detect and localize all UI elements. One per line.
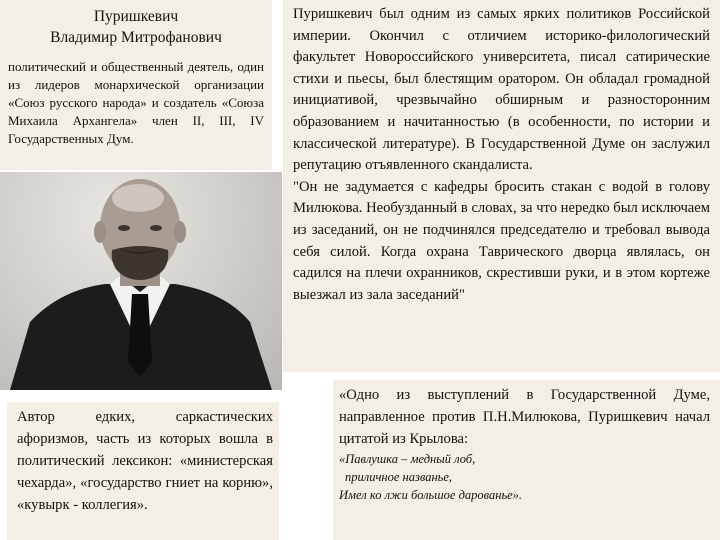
poem-line-3: Имел ко лжи большое дарованье». — [339, 488, 523, 502]
portrait-photo — [0, 172, 282, 390]
portrait-illustration — [0, 172, 282, 390]
contemporary-quote: "Он не задумается с кафедры бросить стакан с водой в голову Милюкова. Необузданный в словах, за что нередко был исключаем из заседаний, он не подчинялся председателю и требовал вывода себя силой. Когда охрана Таврического дворца являлась, он садился на плечи охранников, скрестивши руки, и в этом кортеже выезжал из зала заседаний" — [293, 178, 710, 303]
speech-intro: «Одно из выступлений в Государственной Думе, направленное против П.Н.Милюкова, Пуришкевич начал цитатой из Крылова: — [339, 387, 710, 447]
poem-line-2: приличное названье, — [345, 470, 453, 484]
person-name — [8, 6, 264, 48]
aphorisms-panel — [7, 402, 279, 540]
bio-description: политический и общественный деятель, один из лидеров монархической организации «Союз русского народа» и создатель «Союза Михаила Архангела» член II, III, IV Государственных Дум. — [8, 59, 264, 146]
biography-paragraph: Пуришкевич был одним из самых ярких политиков Российской империи. Окончил с отличием историко-филологический факультет Новороссийского университета, писал сатирические стихи и пьесы, был блестящим оратором. Он обладал громадной инициативой, чрезвычайно обширным и разносторонним образованием и начитанностью (в особенности, по истории и классической литературе). В Государственной Думе он заслужил репутацию отъявленного скандалиста. — [293, 6, 710, 174]
name-surname: Пуришкевич — [93, 8, 179, 25]
name-given: Владимир Митрофанович — [50, 29, 222, 46]
poem-line-1: «Павлушка – медный лоб, — [339, 452, 476, 466]
main-text-panel — [283, 0, 720, 372]
speech-panel — [333, 380, 720, 540]
aphorisms-text: Автор едких, саркастических афоризмов, часть из которых вошла в политический лексикон: «министерская чехарда», «государство гниет на корню», «кувырк - коллегия». — [17, 409, 273, 513]
bio-panel — [0, 0, 272, 170]
